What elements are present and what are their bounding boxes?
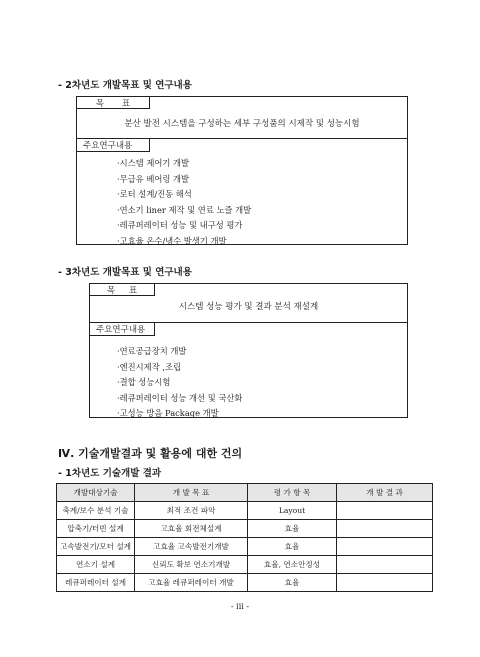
table-row: [57, 520, 433, 538]
year3-goal-label: [89, 283, 155, 296]
year3-heading: - 3차년도 개발목표 및 연구내용: [58, 267, 192, 278]
page-number: - iii -: [230, 602, 250, 611]
list-item: ·엔진시제작 ,조립: [117, 361, 182, 372]
table-cell: 효율, 연소안정성: [248, 556, 337, 574]
table-cell: 고속발전기/모터 설계: [57, 538, 135, 556]
table-cell: [337, 520, 433, 538]
list-item: ·시스템 제어기 개발: [117, 158, 190, 168]
table-cell: 고효율 고속발전기개발: [135, 538, 248, 556]
list-item: ·고성능 방음 Package 개발: [117, 408, 219, 419]
table-header-row: [57, 484, 433, 502]
results-table: [56, 483, 433, 592]
table-row: [57, 574, 433, 592]
year2-goal-text: 분산 발전 시스템을 구성하는 세부 구성품의 시제작 및 성능시험: [124, 119, 360, 129]
list-item: ·레큐퍼레이터 성능 개선 및 국산화: [117, 392, 243, 403]
table-cell: 효율: [248, 574, 337, 592]
table-row: [57, 556, 433, 574]
column-header: 개 발 결 과: [337, 484, 433, 502]
table-cell: 압축기/터빈 설계: [57, 520, 135, 538]
list-item: ·레큐퍼레이터 성능 및 내구성 평가: [117, 220, 243, 231]
table-cell: 고효율 회전체설계: [135, 520, 248, 538]
table-cell: 축계/보수 분석 기술: [57, 502, 135, 520]
list-item: ·연소기 liner 제작 및 연료 노즐 개발: [117, 204, 252, 215]
section4-heading: Ⅳ. 기술개발결과 및 활용에 대한 건의: [58, 447, 243, 460]
year3-goal-label-b: 표: [128, 285, 138, 296]
table-cell: [337, 556, 433, 574]
year2-goal-label: [76, 96, 150, 109]
table-cell: 효율: [248, 520, 337, 538]
section4-subheading: - 1차년도 기술개발 결과: [58, 468, 162, 479]
year3-goal-label-a: 목: [106, 285, 116, 296]
table-cell: Layout: [248, 502, 337, 520]
table-cell: 신뢰도 확보 연소기개발: [135, 556, 248, 574]
table-row: [57, 502, 433, 520]
column-header: 개 발 목 표: [135, 484, 248, 502]
table-cell: [337, 538, 433, 556]
year2-goal-label-a: 목: [95, 98, 105, 109]
table-cell: 연소기 설계: [57, 556, 135, 574]
list-item: ·로터 설계/진동 해석: [117, 189, 192, 200]
table-cell: 최적 조건 파악: [135, 502, 248, 520]
year3-research-label: 주요연구내용: [89, 322, 155, 336]
list-item: ·고효율 온수/냉수 발생기 개발: [117, 235, 227, 246]
column-header: 개발대상기술: [57, 484, 135, 502]
table-cell: [337, 502, 433, 520]
year2-goal-label-b: 표: [121, 98, 131, 109]
table-cell: 고효율 레큐퍼레이터 개발: [135, 574, 248, 592]
year3-goal-text: 시스템 성능 평가 및 결과 분석 재설계: [178, 302, 319, 312]
year3-research-items: [117, 344, 242, 422]
table-cell: [337, 574, 433, 592]
year2-heading: - 2차년도 개발목표 및 연구내용: [58, 80, 192, 91]
list-item: ·연료공급장치 개발: [117, 346, 187, 356]
table-cell: 효율: [248, 538, 337, 556]
year2-research-label: 주요연구내용: [76, 138, 150, 152]
table-row: [57, 538, 433, 556]
column-header: 평 가 항 목: [248, 484, 337, 502]
table-cell: 레큐퍼레이터 설계: [57, 574, 135, 592]
list-item: ·무급유 베어링 개발: [117, 173, 190, 184]
list-item: ·결합 성능시험: [117, 377, 171, 388]
year2-research-items: [117, 156, 251, 250]
